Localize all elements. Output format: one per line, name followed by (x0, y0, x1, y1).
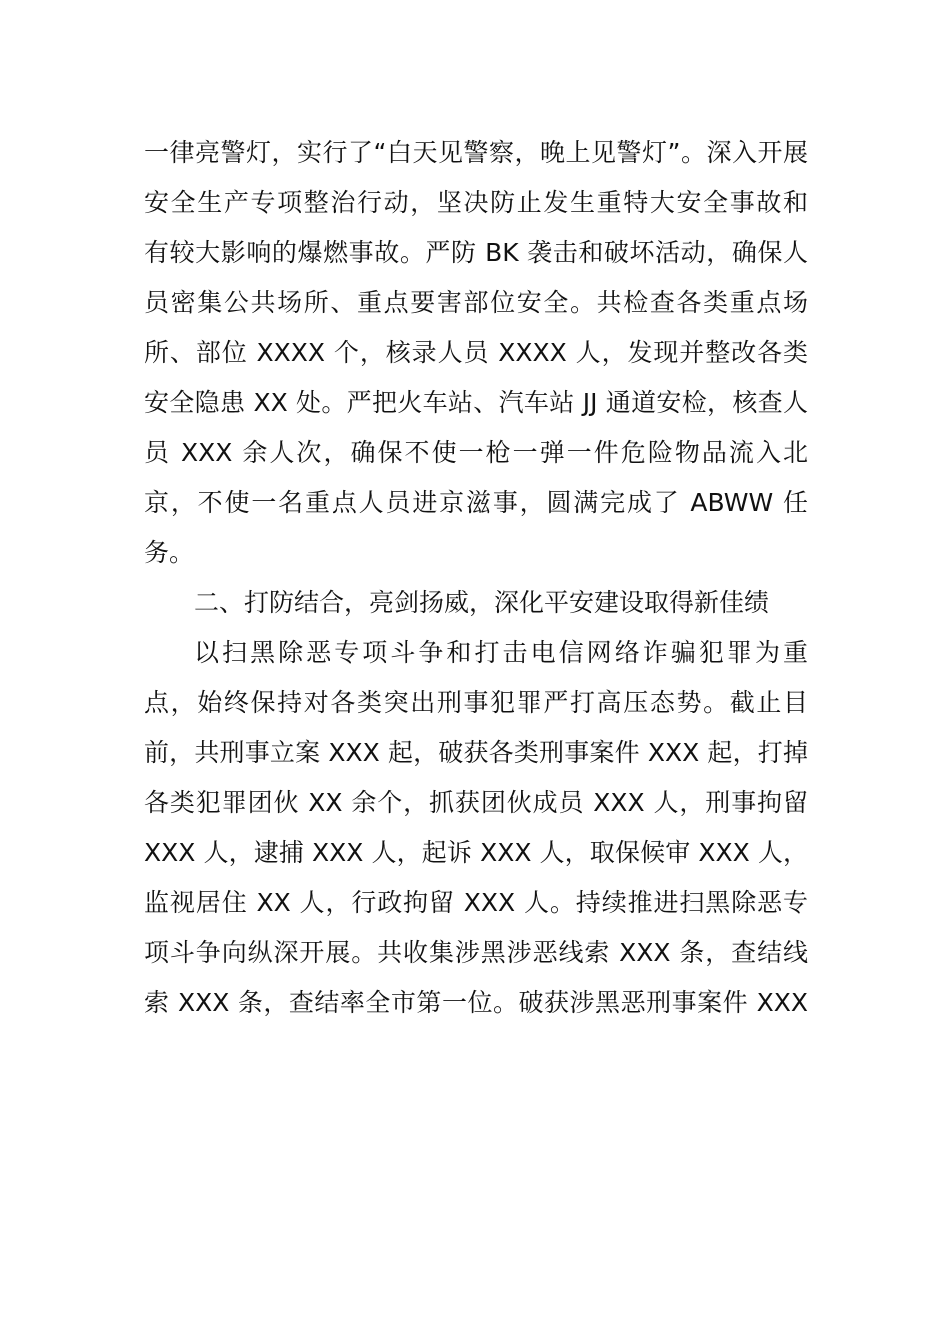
section-heading-2: 二、打防结合，亮剑扬威，深化平安建设取得新佳绩 (194, 588, 770, 617)
paragraph-2-line-1: 以扫黑除恶专项斗争和打击电信网络诈骗犯罪为重 (194, 638, 808, 667)
paragraph-2-line-2: 点，始终保持对各类突出刑事犯罪严打高压态势。截止目 (144, 688, 808, 717)
document-body (144, 128, 808, 1028)
paragraph-1-line-9: 务。 (144, 538, 195, 567)
paragraph-2-line-4: 各类犯罪团伙 XX 余个，抓获团伙成员 XXX 人，刑事拘留 (144, 788, 808, 817)
paragraph-2-line-3: 前，共刑事立案 XXX 起，破获各类刑事案件 XXX 起，打掉 (144, 738, 808, 767)
paragraph-2-line-7: 项斗争向纵深开展。共收集涉黑涉恶线索 XXX 条，查结线 (144, 938, 808, 967)
paragraph-1-line-7: 员 XXX 余人次，确保不使一枪一弹一件危险物品流入北 (144, 438, 808, 467)
paragraph-1-line-4: 员密集公共场所、重点要害部位安全。共检查各类重点场 (144, 288, 808, 317)
paragraph-2-line-6: 监视居住 XX 人，行政拘留 XXX 人。持续推进扫黑除恶专 (144, 888, 808, 917)
paragraph-1-line-1: 一律亮警灯，实行了“白天见警察，晚上见警灯”。深入开展 (144, 138, 808, 167)
paragraph-1-line-3: 有较大影响的爆燃事故。严防 BK 袭击和破坏活动，确保人 (144, 238, 808, 267)
paragraph-1-line-8: 京，不使一名重点人员进京滋事，圆满完成了 ABWW 任 (144, 488, 808, 517)
paragraph-1-line-5: 所、部位 XXXX 个，核录人员 XXXX 人，发现并整改各类 (144, 338, 808, 367)
paragraph-1-line-6: 安全隐患 XX 处。严把火车站、汽车站 JJ 通道安检，核查人 (144, 388, 808, 417)
paragraph-1-line-2: 安全生产专项整治行动，坚决防止发生重特大安全事故和 (144, 188, 808, 217)
paragraph-2-line-8: 索 XXX 条，查结率全市第一位。破获涉黑恶刑事案件 XXX (144, 988, 808, 1017)
paragraph-2-line-5: XXX 人，逮捕 XXX 人，起诉 XXX 人，取保候审 XXX 人， (144, 838, 808, 867)
